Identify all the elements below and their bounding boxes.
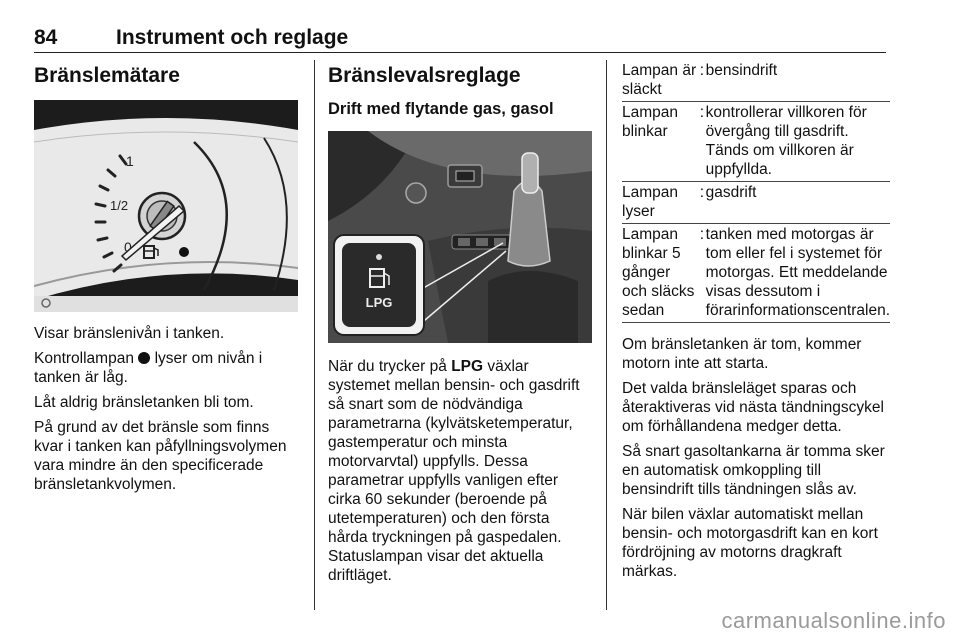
paragraph-refill-volume: På grund av det bränsle som finns kvar i tanken kan påfyllningsvolymen vara mindre än den specificerade bränsletankvolymen. [34, 419, 287, 493]
paragraph-tank-empty: Om bränsletanken är tom, kommer motorn inte att starta. [622, 336, 862, 372]
lpg-button-label: LPG [365, 295, 393, 310]
lamp-value-cell: bensindrift [705, 62, 778, 79]
paragraph-mode-saved: Det valda bränsleläget sparas och återaktiveras vid nästa tändningscykel om förhållandena medger detta. [622, 380, 884, 435]
lamp-value-cell: tanken med motorgas är tom eller fel i systemet för motorgas. Ett meddelande visas dessutom i förarinformationscentralen. [705, 226, 891, 319]
subheading-lpg: Drift med flytande gas, gasol [328, 100, 554, 118]
lpg-switch-illustration [328, 131, 592, 343]
paragraph-delay: När bilen växlar automatiskt mellan bensin- och motorgasdrift kan en kort fördröjning av motorns dragkraft märkas. [622, 506, 878, 580]
chapter-title: Instrument och reglage [116, 26, 349, 49]
page-header [34, 26, 886, 53]
table-row [622, 60, 890, 102]
gauge-label-empty: 0 [124, 239, 132, 255]
low-fuel-lamp-icon [179, 247, 189, 257]
lamp-key-cell: Lampan blinkar 5 gånger och släcks sedan [622, 226, 695, 319]
watermark: carmanualsonline.info [721, 608, 946, 633]
lamp-value-cell: gasdrift [705, 184, 757, 201]
column-fuel-selector [328, 60, 592, 591]
lamp-key-cell: Lampan blinkar [622, 104, 679, 140]
lamp-sep-cell: : [699, 184, 705, 201]
lamp-key-cell: Lampan är släckt [622, 62, 697, 98]
paragraph-warning-lamp: Kontrollampan lyser om nivån i tanken är låg. [34, 350, 263, 386]
column-fuel-gauge [34, 60, 298, 500]
gauge-label-full: 1 [126, 153, 134, 169]
section-heading-fuel-selector: Bränslevalsreglage [328, 64, 521, 87]
column-lamp-states [622, 60, 890, 587]
warning-dot-icon [138, 352, 150, 364]
lamp-value-cell: kontrollerar villkoren för övergång till gasdrift. Tänds om villkoren är uppfyllda. [705, 104, 867, 178]
lamp-key-cell: Lampan lyser [622, 184, 679, 220]
lamp-status-table [622, 60, 890, 323]
column-divider [606, 60, 607, 610]
paragraph-fuel-level: Visar bränslenivån i tanken. [34, 325, 225, 342]
paragraph-lpg-switch: När du trycker på LPG växlar systemet mellan bensin- och gasdrift så snart som de nödvändiga parametrarna (kylvätsketemperatur, gastemperatur och minsta motorvarvtal) uppfylls. Dessa parametrar uppfylls vanligen efter cirka 60 sekunder (beroende på utetemperaturen) och den första hårda tryckningen på gaspedalen. Statuslampan visar det aktuella driftläget. [328, 358, 580, 584]
table-row [622, 102, 890, 182]
table-row [622, 224, 890, 323]
paragraph-auto-switch: Så snart gasoltankarna är tomma sker en automatisk omkoppling till bensindrift tills tändningen slås av. [622, 443, 885, 498]
page-number: 84 [34, 26, 58, 49]
lamp-sep-cell: : [699, 226, 705, 243]
column-divider [314, 60, 315, 610]
lamp-sep-cell: : [699, 62, 705, 79]
paragraph-never-empty: Låt aldrig bränsletanken bli tom. [34, 394, 254, 411]
fuel-gauge-illustration [34, 100, 298, 312]
gauge-label-half: 1/2 [110, 198, 129, 213]
lamp-sep-cell: : [699, 104, 705, 121]
table-row [622, 182, 890, 224]
section-heading-fuel-gauge: Bränslemätare [34, 64, 180, 87]
